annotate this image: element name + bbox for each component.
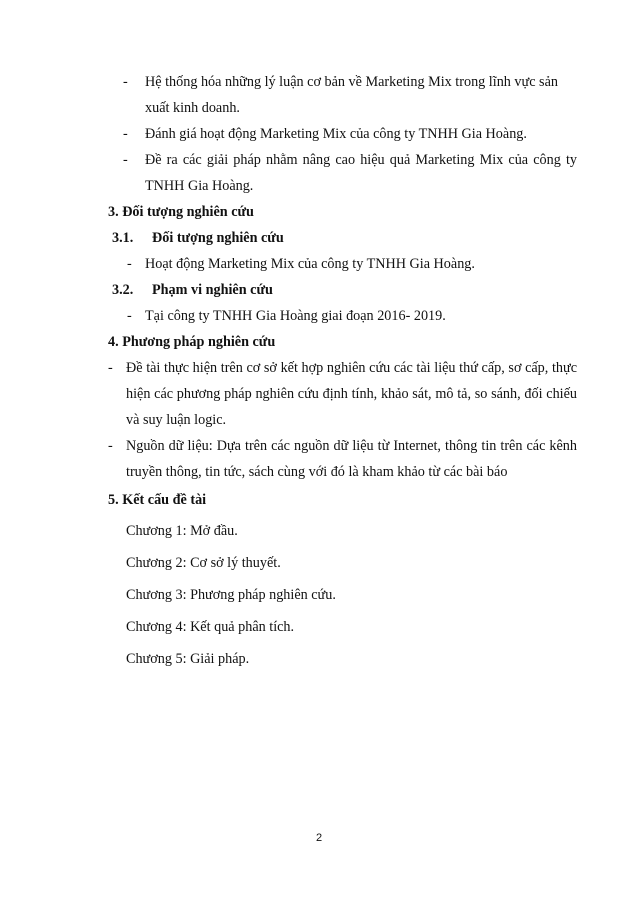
subsection-3-2-item: Tại công ty TNHH Gia Hoàng giai đoạn 2016- 2019. (145, 308, 446, 324)
objective-3-line-2: TNHH Gia Hoàng. (145, 178, 254, 194)
chapter-item: Chương 4: Kết quả phân tích. (126, 619, 295, 635)
objective-1-text: Hệ thống hóa những lý luận cơ bản về Marketing Mix trong lĩnh vực sản (145, 74, 558, 90)
bullet-dash: - (108, 360, 113, 376)
section-5-heading: 5. Kết cấu đề tài (108, 492, 207, 508)
subsection-3-2-number: 3.2. (112, 282, 134, 298)
subsection-3-2-title: Phạm vi nghiên cứu (152, 282, 273, 298)
objective-2: Đánh giá hoạt động Marketing Mix của công ty TNHH Gia Hoàng. (145, 126, 527, 142)
bullet-dash: - (123, 152, 128, 168)
method-1-line-1: Đề tài thực hiện trên cơ sở kết hợp nghiên cứu các tài liệu thứ cấp, sơ cấp, thực (126, 360, 577, 376)
subsection-3-1-item: Hoạt động Marketing Mix của công ty TNHH Gia Hoàng. (145, 256, 475, 272)
page-number: 2 (315, 832, 323, 844)
section-4-heading: 4. Phương pháp nghiên cứu (108, 334, 276, 350)
objective-1-line-1 (145, 72, 577, 92)
bullet-dash: - (108, 438, 113, 454)
method-2-line-1: Nguồn dữ liệu: Dựa trên các nguồn dữ liệu từ Internet, thông tin trên các kênh (126, 438, 577, 454)
chapter-item: Chương 2: Cơ sở lý thuyết. (126, 555, 281, 571)
bullet-dash: - (127, 308, 132, 324)
bullet-dash: - (123, 74, 128, 90)
bullet-dash: - (127, 256, 132, 272)
method-2-line-2: truyền thông, tin tức, sách cùng với đó là kham khảo từ các bài báo (126, 464, 508, 480)
method-1-line-3: và suy luận logic. (126, 412, 227, 428)
subsection-3-1-title: Đối tượng nghiên cứu (152, 230, 284, 246)
bullet-dash: - (123, 126, 128, 142)
objective-3-line-1: Đề ra các giải pháp nhằm nâng cao hiệu quả Marketing Mix của công ty (145, 152, 577, 168)
chapter-item: Chương 1: Mở đầu. (126, 523, 238, 539)
objective-1-line-2: xuất kinh doanh. (145, 100, 240, 116)
subsection-3-1-number: 3.1. (112, 230, 134, 246)
chapter-item: Chương 5: Giải pháp. (126, 651, 250, 667)
chapter-item: Chương 3: Phương pháp nghiên cứu. (126, 587, 336, 603)
section-3-heading: 3. Đối tượng nghiên cứu (108, 204, 254, 220)
method-1-line-2: hiện các phương pháp nghiên cứu định tính, khảo sát, mô tả, so sánh, đối chiếu (126, 386, 577, 402)
